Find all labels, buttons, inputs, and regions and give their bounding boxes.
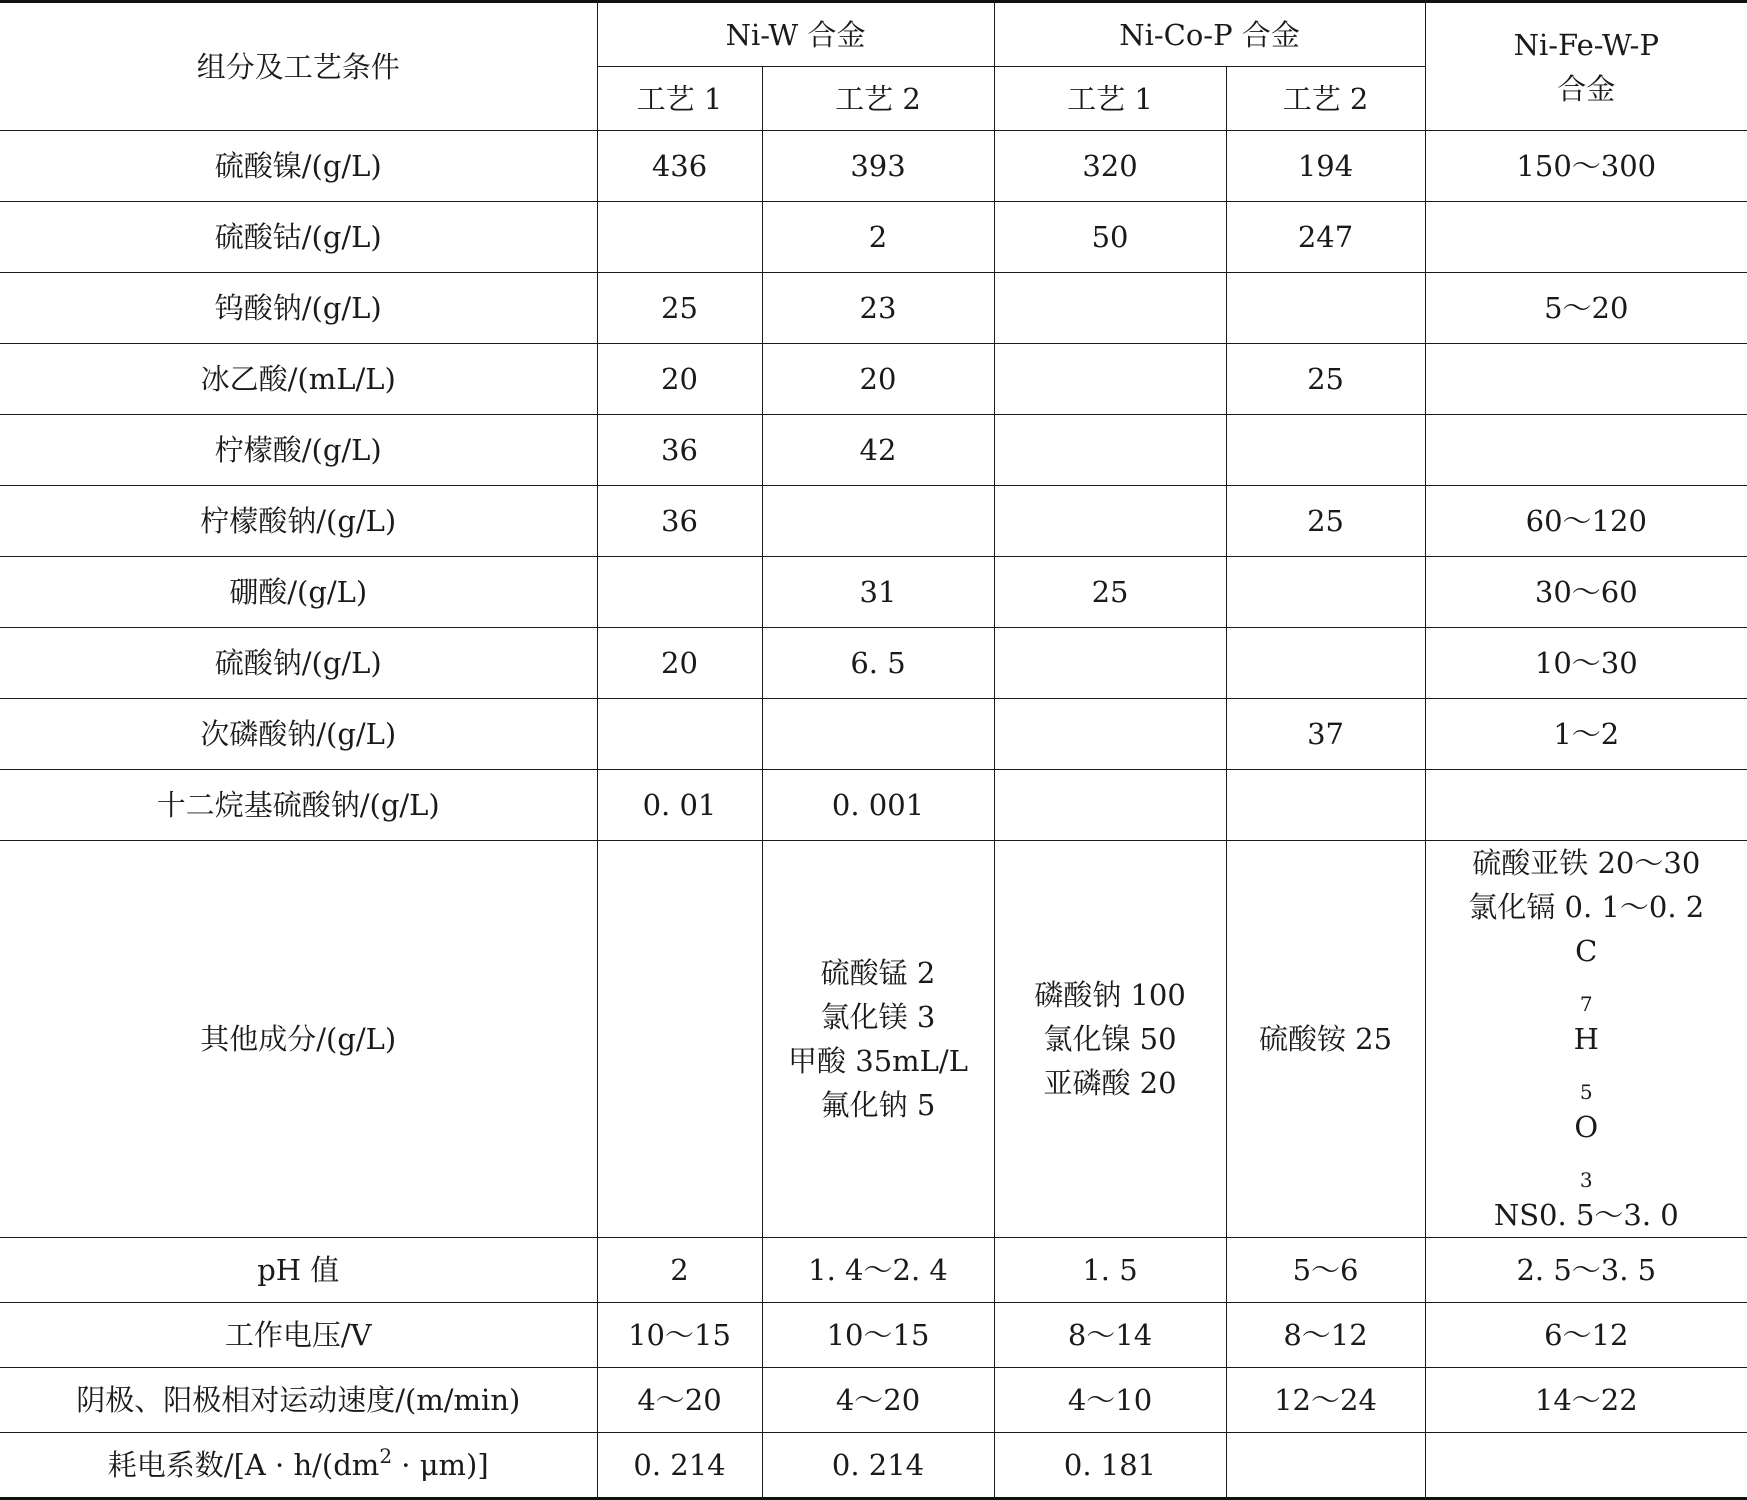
formula-part: H (1573, 1022, 1599, 1056)
cell-line: 氟化钠 5 (820, 1088, 936, 1122)
table-cell (1226, 770, 1425, 841)
table-row (0, 344, 1747, 415)
table-cell: 247 (1226, 202, 1425, 273)
table-cell: 2 (597, 1238, 762, 1303)
table-cell (762, 841, 994, 1238)
row-label: 柠檬酸/(g/L) (0, 415, 597, 486)
table-cell: 37 (1226, 699, 1425, 770)
table-cell: 436 (597, 131, 762, 202)
table-cell (597, 699, 762, 770)
sub-header: 工艺 1 (994, 67, 1226, 131)
row-label: 其他成分/(g/L) (0, 841, 597, 1238)
table-cell: 31 (762, 557, 994, 628)
sub-header: 工艺 2 (1226, 67, 1425, 131)
table-cell (1226, 628, 1425, 699)
formula-part: O (1574, 1110, 1599, 1144)
table-row (0, 415, 1747, 486)
table-cell (994, 841, 1226, 1238)
table-cell: 20 (597, 628, 762, 699)
table-row (0, 770, 1747, 841)
row-label: 硼酸/(g/L) (0, 557, 597, 628)
table-row (0, 273, 1747, 344)
table-cell: 150～300 (1425, 131, 1747, 202)
table-cell: 2. 5～3. 5 (1425, 1238, 1747, 1303)
table-cell (762, 699, 994, 770)
table-cell: 25 (597, 273, 762, 344)
table-row (0, 1368, 1747, 1433)
row-label: 次磷酸钠/(g/L) (0, 699, 597, 770)
condition-rows (0, 1238, 1747, 1433)
sub-header: 工艺 2 (762, 67, 994, 131)
table-cell: 1. 5 (994, 1238, 1226, 1303)
table-cell (597, 557, 762, 628)
table-cell (1425, 415, 1747, 486)
row-label: 硫酸镍/(g/L) (0, 131, 597, 202)
table-cell (994, 486, 1226, 557)
table-cell (994, 415, 1226, 486)
table-row (0, 699, 1747, 770)
table-cell (994, 699, 1226, 770)
formula-part: NS0. 5～3. 0 (1493, 1198, 1679, 1232)
sub-header: 工艺 1 (597, 67, 762, 131)
cell-line: 亚磷酸 20 (1043, 1066, 1177, 1100)
formula-part: C (1575, 934, 1598, 968)
table-cell (1425, 344, 1747, 415)
table-cell: 10～30 (1425, 628, 1747, 699)
table-cell: 8～14 (994, 1303, 1226, 1368)
table-cell (1425, 841, 1747, 1238)
table-cell: 25 (994, 557, 1226, 628)
table-cell: 320 (994, 131, 1226, 202)
table-cell: 4～20 (762, 1368, 994, 1433)
cell-line: 磷酸钠 100 (1034, 978, 1186, 1012)
table-cell: 30～60 (1425, 557, 1747, 628)
row-label: 阴极、阳极相对运动速度/(m/min) (0, 1368, 597, 1433)
formula-subscript: 7 (1579, 992, 1593, 1016)
table-row (0, 486, 1747, 557)
table-cell: 194 (1226, 131, 1425, 202)
table-row (0, 202, 1747, 273)
table-cell: 6～12 (1425, 1303, 1747, 1368)
table-cell: 0. 01 (597, 770, 762, 841)
cell-line: 硫酸亚铁 20～30 (1472, 846, 1701, 880)
table-cell: 2 (762, 202, 994, 273)
table-row (0, 557, 1747, 628)
cell-line: 氯化镉 0. 1～0. 2 (1468, 890, 1705, 924)
table-cell (994, 273, 1226, 344)
table-cell: 20 (597, 344, 762, 415)
table-cell (762, 486, 994, 557)
cell-line: 硫酸锰 2 (820, 956, 936, 990)
table-cell: 50 (994, 202, 1226, 273)
table-cell: 0. 214 (597, 1433, 762, 1499)
table-row (0, 131, 1747, 202)
group-header-ni-w: Ni-W 合金 (597, 2, 994, 67)
table-cell (994, 628, 1226, 699)
table-row (0, 1303, 1747, 1368)
component-rows (0, 131, 1747, 841)
row-label: 硫酸钠/(g/L) (0, 628, 597, 699)
cell-line: 甲酸 35mL/L (788, 1044, 968, 1078)
group-header-ni-fe-w-p (1425, 2, 1747, 131)
row-label: 钨酸钠/(g/L) (0, 273, 597, 344)
table-cell: 36 (597, 486, 762, 557)
table-cell (1226, 273, 1425, 344)
table-cell: 0. 181 (994, 1433, 1226, 1499)
table-cell: 6. 5 (762, 628, 994, 699)
table-cell: 1. 4～2. 4 (762, 1238, 994, 1303)
table-cell: 4～20 (597, 1368, 762, 1433)
table-cell: 硫酸铵 25 (1226, 841, 1425, 1238)
table-cell: 20 (762, 344, 994, 415)
table-cell: 1～2 (1425, 699, 1747, 770)
power-coefficient-row (0, 1433, 1747, 1499)
label-part: 耗电系数/[A · h/(dm (107, 1448, 380, 1482)
table-cell: 42 (762, 415, 994, 486)
other-components-row (0, 841, 1747, 1238)
formula-subscript: 5 (1579, 1080, 1593, 1104)
group-header-line-2: 合金 (1557, 71, 1616, 106)
row-label: 工作电压/V (0, 1303, 597, 1368)
table-cell (994, 770, 1226, 841)
row-label: 冰乙酸/(mL/L) (0, 344, 597, 415)
group-header-line-1: Ni-Fe-W-P (1513, 27, 1659, 62)
table-cell: 5～20 (1425, 273, 1747, 344)
table-cell (1425, 770, 1747, 841)
row-label (0, 1433, 597, 1499)
table-cell (1226, 557, 1425, 628)
table-cell: 8～12 (1226, 1303, 1425, 1368)
table-cell (994, 344, 1226, 415)
label-superscript: 2 (379, 1444, 393, 1468)
table-cell: 5～6 (1226, 1238, 1425, 1303)
table-cell: 0. 001 (762, 770, 994, 841)
table-cell: 25 (1226, 486, 1425, 557)
table-cell: 10～15 (762, 1303, 994, 1368)
label-part: · μm)] (392, 1448, 489, 1482)
row-label: 硫酸钴/(g/L) (0, 202, 597, 273)
table-cell: 10～15 (597, 1303, 762, 1368)
group-header-ni-co-p: Ni-Co-P 合金 (994, 2, 1425, 67)
table-cell: 393 (762, 131, 994, 202)
row-label: 柠檬酸钠/(g/L) (0, 486, 597, 557)
table-cell (1425, 202, 1747, 273)
formula-line (1430, 929, 1744, 1237)
header-row-1 (0, 2, 1747, 67)
row-label: 十二烷基硫酸钠/(g/L) (0, 770, 597, 841)
table-row (0, 628, 1747, 699)
table-cell (1425, 1433, 1747, 1499)
table-cell (597, 202, 762, 273)
table-cell: 60～120 (1425, 486, 1747, 557)
cell-line: 氯化镁 3 (820, 1000, 936, 1034)
table-cell: 0. 214 (762, 1433, 994, 1499)
table-cell (1226, 415, 1425, 486)
table-cell: 36 (597, 415, 762, 486)
formula-subscript: 3 (1579, 1168, 1593, 1192)
table-row (0, 1238, 1747, 1303)
cell-line: 氯化镍 50 (1043, 1022, 1177, 1056)
table-cell: 12～24 (1226, 1368, 1425, 1433)
table-cell: 4～10 (994, 1368, 1226, 1433)
row-label: pH 值 (0, 1238, 597, 1303)
table-cell: 25 (1226, 344, 1425, 415)
table-cell: 23 (762, 273, 994, 344)
table-cell (1226, 1433, 1425, 1499)
corner-header: 组分及工艺条件 (0, 2, 597, 131)
table-cell (597, 841, 762, 1238)
table-cell: 14～22 (1425, 1368, 1747, 1433)
